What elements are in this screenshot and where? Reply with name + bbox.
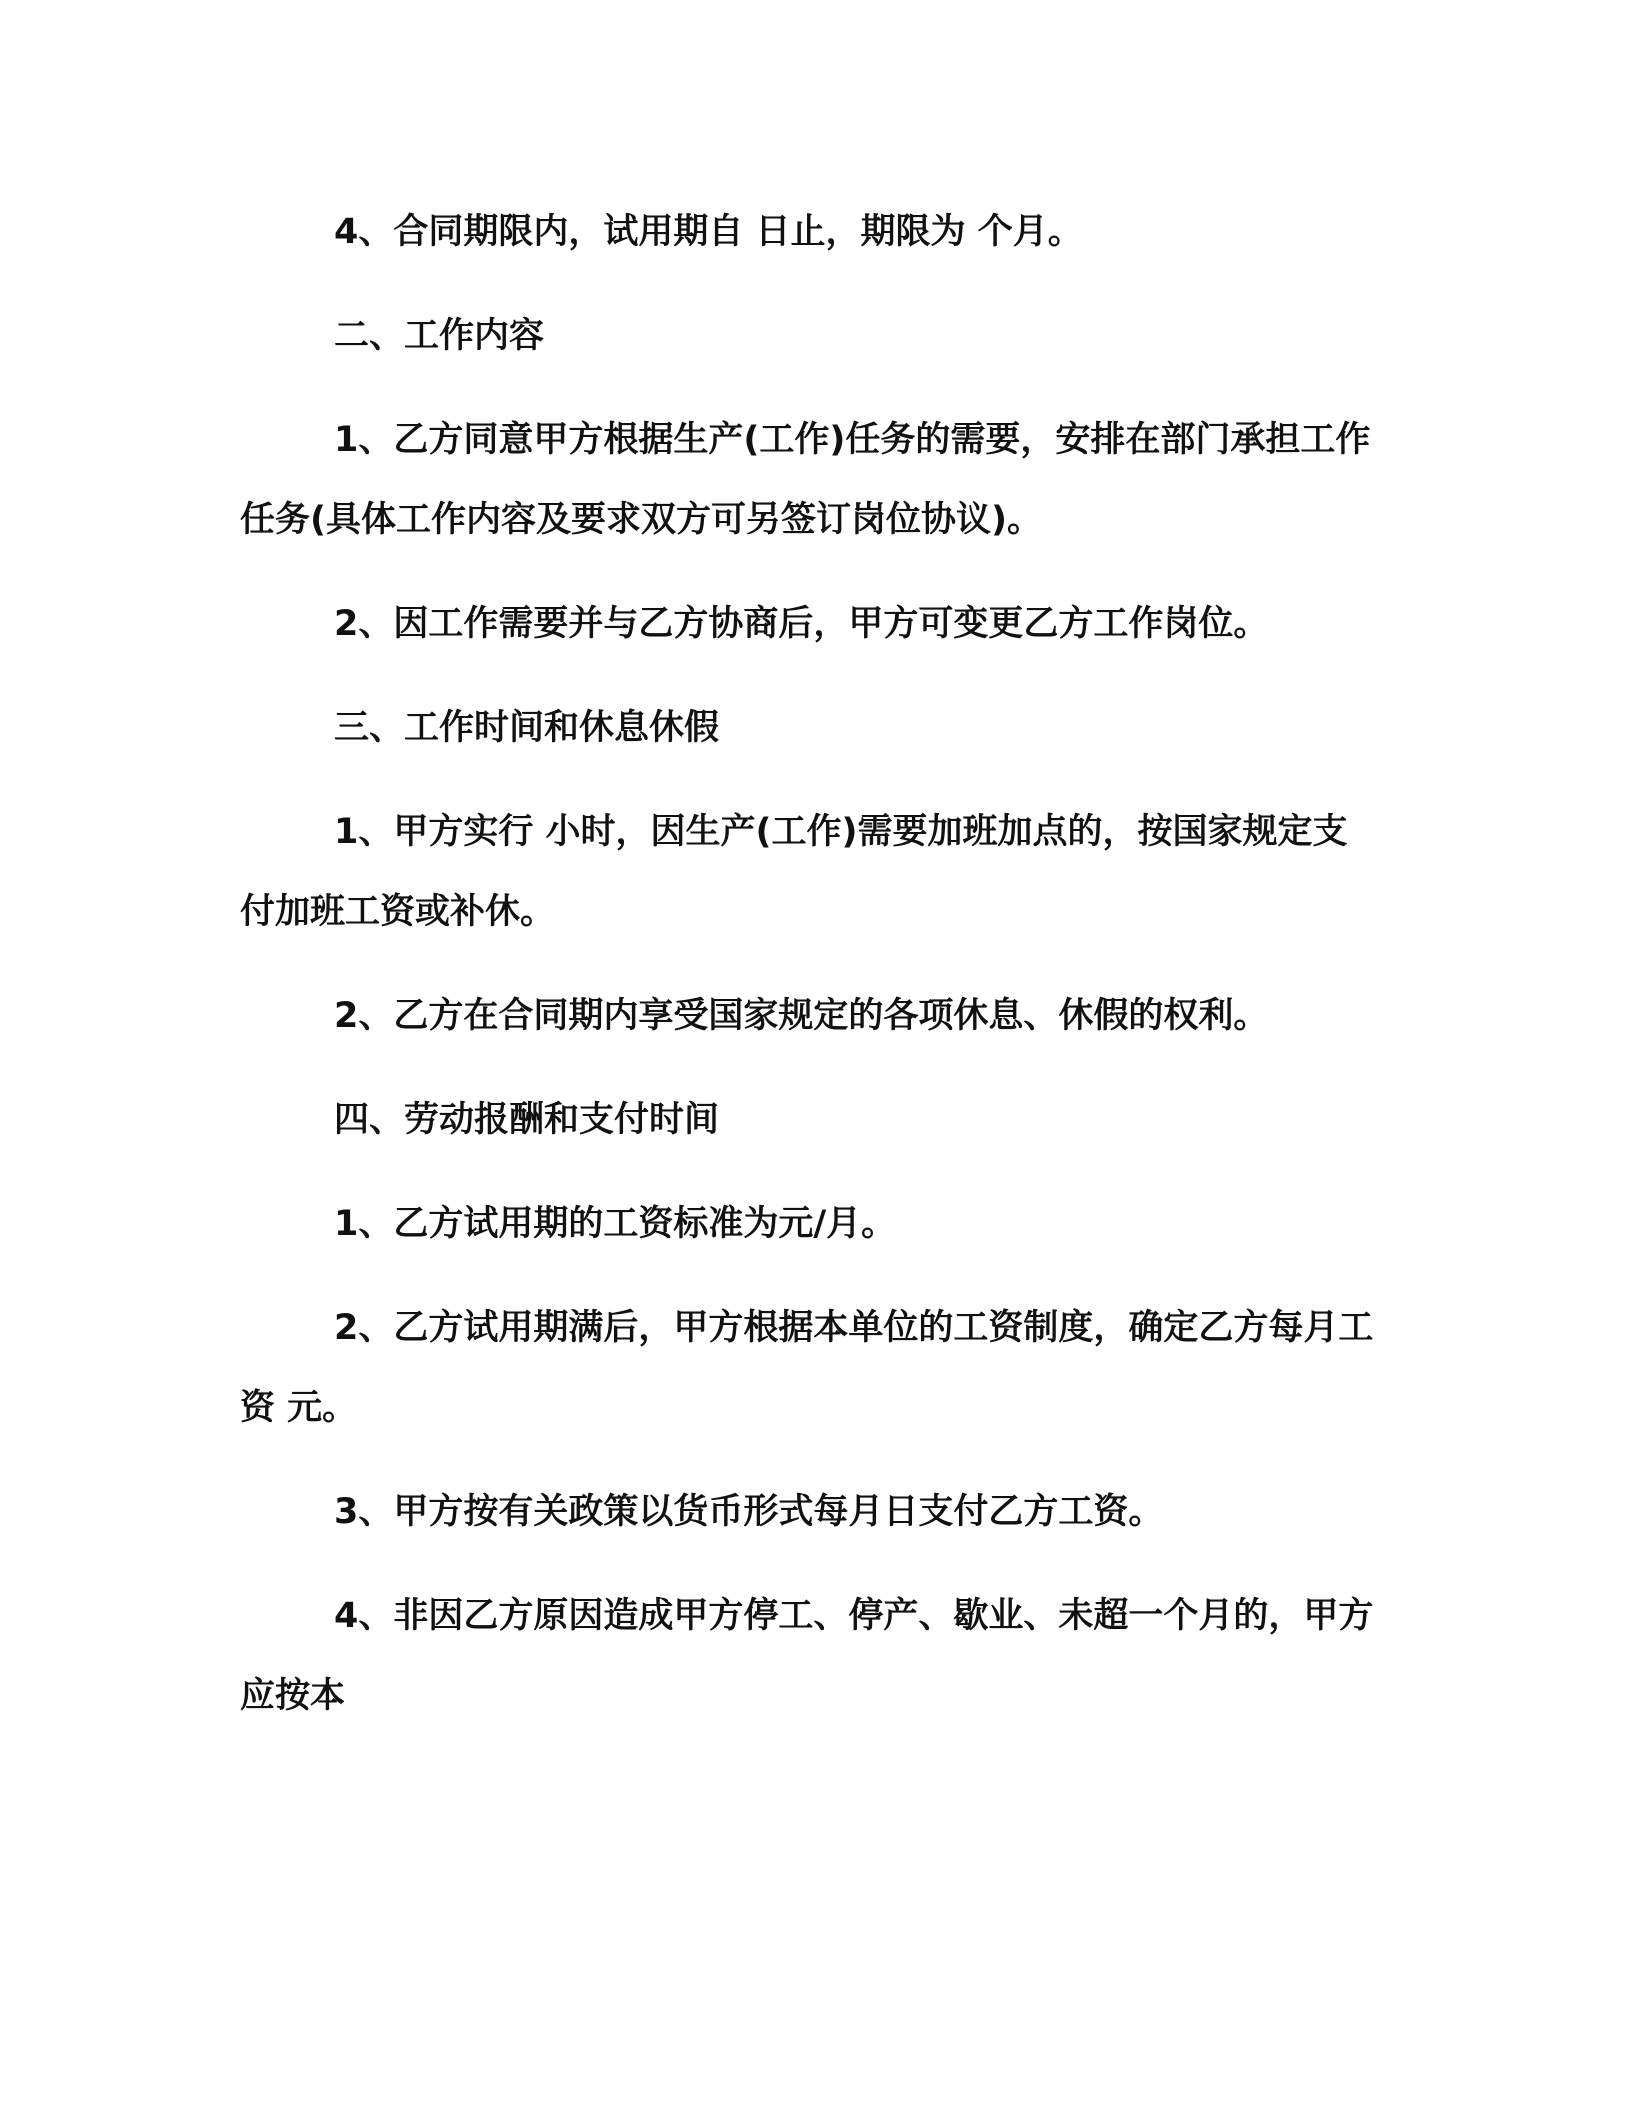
section-heading-remuneration: 四、劳动报酬和支付时间	[334, 1100, 720, 1140]
clause-payment-method: 3、甲方按有关政策以货币形式每月日支付乙方工资。	[334, 1492, 1164, 1532]
clause-probation-period: 4、合同期限内，试用期自 日止，期限为 个月。	[334, 212, 1083, 252]
document-body	[240, 192, 1380, 1736]
clause-work-assignment: 1、乙方同意甲方根据生产(工作)任务的需要，安排在部门承担工作任务(具体工作内容及要求双方可另签订岗位协议)。	[240, 420, 1371, 540]
clause-working-hours: 1、甲方实行 小时，因生产(工作)需要加班加点的，按国家规定支付加班工资或补休。	[240, 812, 1348, 932]
clause-position-change: 2、因工作需要并与乙方协商后，甲方可变更乙方工作岗位。	[334, 604, 1269, 644]
clause-probation-salary: 1、乙方试用期的工资标准为元/月。	[334, 1204, 897, 1244]
clause-regular-salary: 2、乙方试用期满后，甲方根据本单位的工资制度，确定乙方每月工资 元。	[240, 1308, 1374, 1428]
section-heading-work-content: 二、工作内容	[334, 316, 545, 356]
section-heading-work-hours: 三、工作时间和休息休假	[334, 708, 720, 748]
clause-rest-rights: 2、乙方在合同期内享受国家规定的各项休息、休假的权利。	[334, 996, 1269, 1036]
clause-work-stoppage: 4、非因乙方原因造成甲方停工、停产、歇业、未超一个月的，甲方应按本	[240, 1596, 1374, 1716]
